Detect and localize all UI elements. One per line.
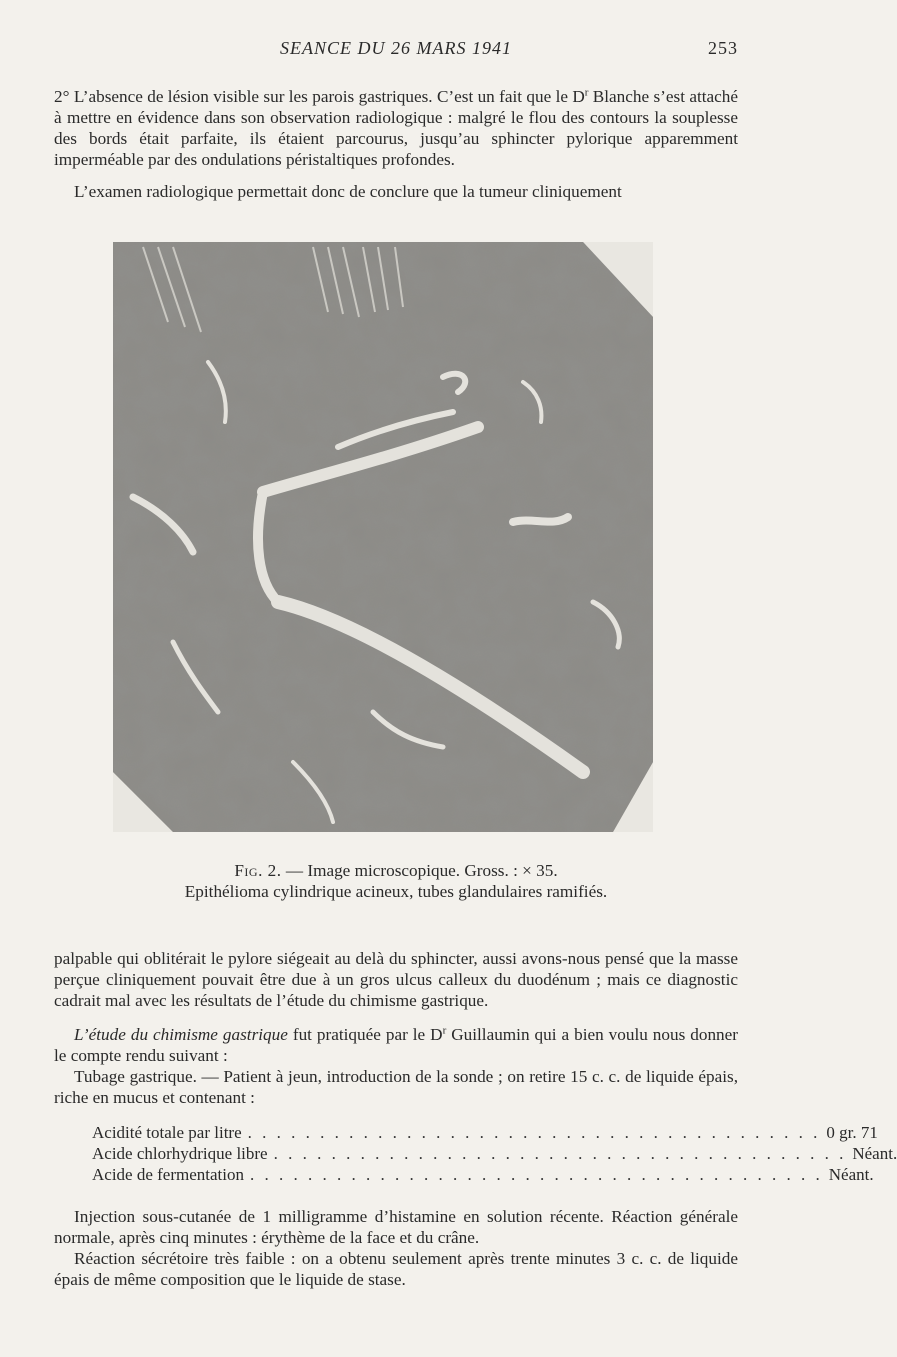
paragraph-etude-chimisme xyxy=(54,1024,738,1066)
row-value: 0 gr. 71 xyxy=(826,1123,878,1142)
paragraph-palpable xyxy=(54,948,738,1011)
figure-caption-line1 xyxy=(54,860,738,881)
caption-text: — Image microscopique. Gross. : × 35. xyxy=(281,861,558,880)
dot-leader: . . . . . . . . . . . . . . . . . . . . . . . . . . . . . . . . . . . . . . . . xyxy=(273,1144,847,1163)
paragraph-examen-radiologique xyxy=(54,181,738,202)
paragraph-text: Réaction sécrétoire très faible : on a obtenu seulement après trente minutes 3 c. c. de liquide épais de même composition que le liquide de stase. xyxy=(54,1249,738,1289)
microscopy-photo xyxy=(113,242,653,832)
row-label: Acide chlorhydrique libre xyxy=(92,1144,268,1163)
dot-leader: . . . . . . . . . . . . . . . . . . . . . . . . . . . . . . . . . . . . . . . . xyxy=(247,1123,821,1142)
page-number: 253 xyxy=(708,38,738,58)
dot-leader: . . . . . . . . . . . . . . . . . . . . . . . . . . . . . . . . . . . . . . . . xyxy=(250,1165,823,1184)
superscript: r xyxy=(584,86,589,99)
running-title: SEANCE DU 26 MARS 1941 xyxy=(280,38,512,58)
paragraph-reaction xyxy=(54,1248,738,1290)
paragraph-absence-lesion xyxy=(54,86,738,170)
row-label: Acide de fermentation xyxy=(92,1165,244,1184)
table-row xyxy=(92,1122,878,1143)
figure-caption-line2: Epithélioma cylindrique acineux, tubes glandulaires ramifiés. xyxy=(184,882,608,901)
table-row xyxy=(92,1164,874,1185)
paragraph-text: Guillaumin qui a bien voulu nous donner le compte rendu suivant : xyxy=(54,1025,738,1065)
paragraph-tubage xyxy=(54,1066,738,1108)
row-value: Néant. xyxy=(828,1165,874,1184)
paragraph-text: Injection sous-cutanée de 1 milligramme d’histamine en solution récente. Réaction générale normale, après cinq minutes : érythème de la face et du crâne. xyxy=(54,1207,738,1247)
paragraph-text: fut pratiquée par le D xyxy=(287,1025,443,1044)
paragraph-text: 2° L’absence de lésion visible sur les parois gastriques. C’est un fait que le D xyxy=(54,87,585,106)
italic-heading: L’étude du chimisme gastrique xyxy=(74,1025,288,1044)
microscopic-image xyxy=(113,242,653,832)
figure-label: Fig. 2. xyxy=(234,861,282,880)
paragraph-injection xyxy=(54,1206,738,1248)
paragraph-text: palpable qui oblitérait le pylore siégeait au delà du sphincter, aussi avons-nous pensé que la masse perçue cliniquement pouvait être due à un gros ulcus calleux du duodénum ; mais ce diagnostic cadrait mal avec les résultats de l’étude du chimisme gastrique. xyxy=(54,949,738,1010)
table-row xyxy=(92,1143,897,1164)
superscript: r xyxy=(442,1024,447,1037)
acidity-table xyxy=(92,1122,897,1185)
running-head xyxy=(54,38,738,64)
paragraph-text: Blanche s’est attaché à mettre en évidence dans son observation radiologique : malgré le flou des contours la souplesse des bords était parfaite, ils étaient parcourus, jusqu’au sphincter pylorique apparemment imperméable par des ondulations péristaltiques profondes. xyxy=(54,87,738,169)
row-value: Néant. xyxy=(852,1144,897,1163)
paragraph-text: L’examen radiologique permettait donc de conclure que la tumeur cliniquement xyxy=(74,182,622,201)
paragraph-text: Tubage gastrique. — Patient à jeun, introduction de la sonde ; on retire 15 c. c. de liquide épais, riche en mucus et contenant : xyxy=(54,1067,738,1107)
row-label: Acidité totale par litre xyxy=(92,1123,242,1142)
